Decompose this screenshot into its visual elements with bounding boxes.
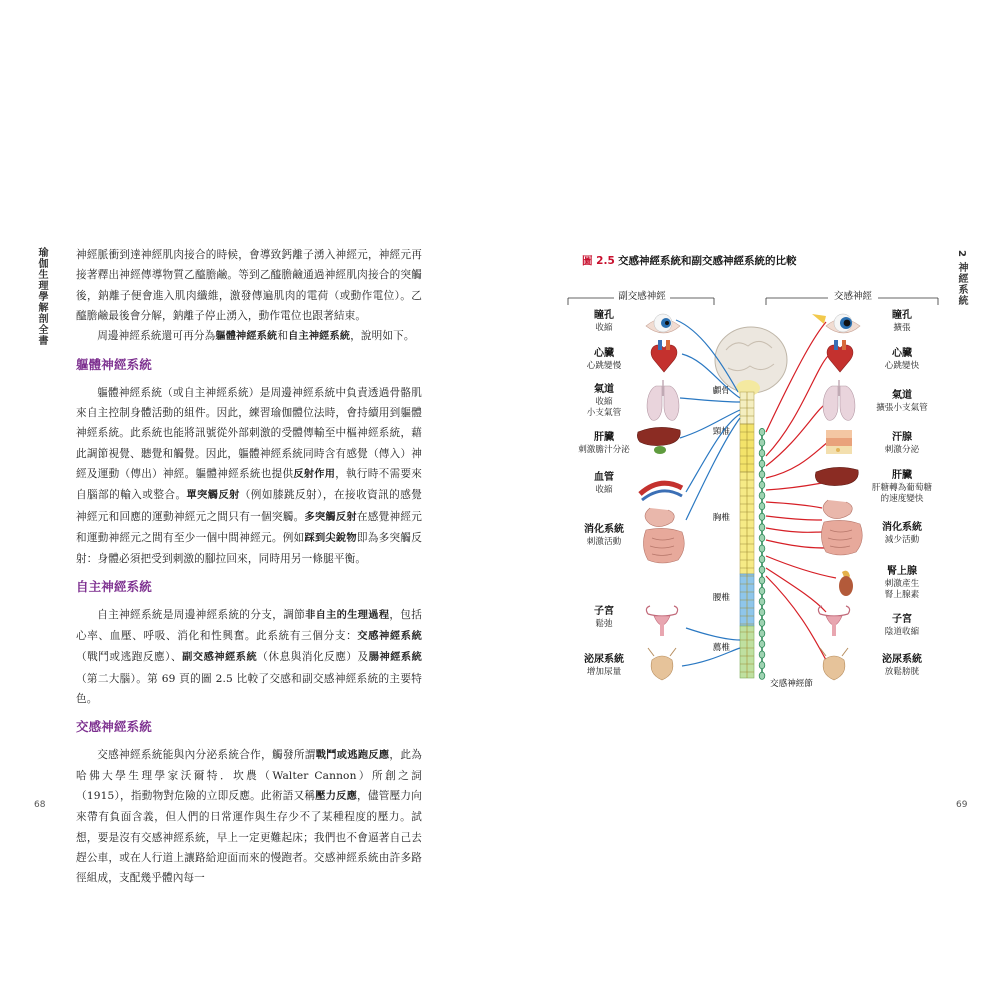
ganglion <box>759 640 765 647</box>
ganglion <box>759 630 765 637</box>
lungs-icon-left <box>647 380 679 420</box>
parasympathetic-organ-label: 瞳孔 <box>594 310 614 321</box>
ganglion <box>759 545 765 552</box>
ganglion <box>759 439 765 446</box>
ganglion <box>759 503 765 510</box>
sympathetic-effect-label: 腎上腺素 <box>884 590 920 600</box>
figure-title: 交感神經系統和副交感神經系統的比較 <box>618 255 797 267</box>
ganglion <box>759 651 765 658</box>
sympathetic-effect-label: 擴張 <box>893 323 911 333</box>
label-sacral: 薦椎 <box>712 643 730 653</box>
heart-icon-left <box>651 340 677 372</box>
bold-term: 交感神經系統 <box>357 631 422 643</box>
sympathetic-effect-label: 刺激分泌 <box>884 445 920 455</box>
paragraph: 交感神經系統能與內分泌系統合作，觸發所謂戰鬥或逃跑反應，此為哈佛大學生理學家沃爾特．坎農（Walter Cannon）所創之詞（1915），指動物對危險的立即反應。此術語又稱壓力反應，儘管壓力向來帶有負面含義，但人們的日常運作與生存少不了某種程度的壓力。試想，要是沒有交感神經系統，早上一定更難起床；我們也不會逼著自己去趕公車，或在人行道上讓路給迎面而來的慢跑者。交感神經系統由許多路徑組成，支配幾乎體內每一 <box>76 748 423 885</box>
sympathetic-organ-label: 瞳孔 <box>892 310 912 321</box>
sympathetic-organ-label: 肝臟 <box>892 470 912 481</box>
ganglion <box>759 524 765 531</box>
sympathetic-effect-label: 放鬆膀胱 <box>884 667 920 677</box>
ganglion <box>759 672 765 679</box>
heart-icon-right <box>827 340 853 372</box>
chapter-tab: 2 神經系統 <box>956 250 967 307</box>
label-cranial: 顱骨 <box>712 386 730 396</box>
sympathetic-organ-label: 汗腺 <box>892 432 912 443</box>
page-number-left: 68 <box>34 800 46 810</box>
bold-term: 多突觸反射 <box>304 511 357 523</box>
sympathetic-effect-label: 減少活動 <box>884 535 920 545</box>
label-cervical: 頸椎 <box>712 427 730 437</box>
label-sympathetic-ganglion: 交感神經節 <box>770 679 813 689</box>
sympathetic-organ-label: 心臟 <box>892 348 912 359</box>
header-parasympathetic: 副交感神經 <box>618 291 666 302</box>
bold-term: 腸神經系統 <box>368 652 423 664</box>
bold-term: 反射作用 <box>293 468 336 480</box>
parasympathetic-effect-label: 心跳變慢 <box>586 361 622 371</box>
bold-term: 單突觸反射 <box>186 490 240 502</box>
ganglion <box>759 492 765 499</box>
ganglion <box>759 556 765 563</box>
blood-vessel-icon-left <box>640 483 682 500</box>
paragraph: 自主神經系統是周邊神經系統的分支，調節非自主的生理過程，包括心率、血壓、呼吸、消化和性興奮。此系統有三個分支：交感神經系統（戰鬥或逃跑反應）、副交感神經系統（休息與消化反應）及腸神經系統（第二大腦）。第 69 頁的圖 2.5 比較了交感和副交感神經系統的主要特色。 <box>76 608 423 705</box>
ganglion <box>759 587 765 594</box>
section-heading: 自主神經系統 <box>76 579 152 595</box>
bold-term: 軀體神經系統 <box>215 331 278 343</box>
ganglion <box>759 598 765 605</box>
bold-term: 戰鬥或逃跑反應 <box>315 749 390 761</box>
parasympathetic-effect-label: 收縮 <box>595 397 613 407</box>
ganglion <box>759 619 765 626</box>
ganglion <box>759 577 765 584</box>
sympathetic-effect-label: 的速度變快 <box>880 494 924 504</box>
parasympathetic-effect-label: 小支氣管 <box>586 408 622 418</box>
bold-term: 自主神經系統 <box>288 331 351 343</box>
bladder-icon-right <box>820 648 848 680</box>
adrenal-gland-icon-right <box>839 571 853 596</box>
ganglion <box>759 662 765 669</box>
sympathetic-organ-label: 泌尿系統 <box>882 654 922 665</box>
parasympathetic-organ-label: 血管 <box>594 472 614 483</box>
section-heading: 軀體神經系統 <box>76 357 152 373</box>
figure-number: 圖 2.5 <box>582 255 615 267</box>
ganglion <box>759 428 765 435</box>
digestive-icon-right <box>821 500 862 555</box>
bold-term: 非自主的生理過程 <box>305 609 390 621</box>
ganglion <box>759 460 765 467</box>
parasympathetic-organ-label: 消化系統 <box>584 524 624 535</box>
parasympathetic-organ-label: 心臟 <box>594 348 614 359</box>
parasympathetic-effect-label: 增加尿量 <box>586 667 622 677</box>
ganglion <box>759 481 765 488</box>
parasympathetic-organ-label: 氣道 <box>594 384 614 395</box>
sympathetic-organ-label: 氣道 <box>892 390 912 401</box>
parasympathetic-effect-label: 收縮 <box>595 323 613 333</box>
ganglion <box>759 566 765 573</box>
parasympathetic-effect-label: 鬆弛 <box>595 619 613 629</box>
page-number-right: 69 <box>956 800 968 810</box>
parasympathetic-organ-label: 肝臟 <box>594 432 614 443</box>
liver-icon-right <box>815 467 858 485</box>
sympathetic-effect-label: 心跳變快 <box>884 361 920 371</box>
ganglion <box>759 609 765 616</box>
paragraph: 神經脈衝到達神經肌肉接合的時候，會導致鈣離子湧入神經元，神經元再接著釋出神經傳導物質乙醯膽鹼。等到乙醯膽鹼通過神經肌肉接合的突觸後，鈉離子便會進入肌肉纖維，激發傳遍肌肉的電荷（或動作電位）。乙醯膽鹼最後會分解，鈉離子停止湧入，動作電位也跟著結束。 <box>76 249 422 322</box>
header-sympathetic: 交感神經 <box>833 291 873 302</box>
bladder-icon-left <box>648 648 676 680</box>
section-heading: 交感神經系統 <box>76 719 152 735</box>
running-title: 瑜伽生理學解剖全書 <box>36 247 47 346</box>
sympathetic-organ-label: 腎上腺 <box>887 566 917 577</box>
ganglion <box>759 450 765 457</box>
digestive-icon-left <box>643 508 684 563</box>
parasympathetic-organ-label: 泌尿系統 <box>584 654 624 665</box>
sympathetic-organ-label: 消化系統 <box>882 522 922 533</box>
bold-term: 壓力反應 <box>315 791 358 803</box>
sympathetic-effect-label: 陰道收縮 <box>884 627 920 637</box>
sweat-gland-icon-right <box>826 430 852 454</box>
parasympathetic-effect-label: 收縮 <box>595 485 613 495</box>
ganglion <box>759 534 765 541</box>
spinal-cord <box>740 392 754 678</box>
uterus-icon-right <box>818 606 849 636</box>
sympathetic-organ-label: 子宮 <box>892 614 912 625</box>
bold-term: 踩到尖銳物 <box>304 532 357 544</box>
parasympathetic-organ-label: 子宮 <box>594 606 614 617</box>
ganglion <box>759 471 765 478</box>
lungs-icon-right <box>823 380 855 420</box>
sympathetic-effect-label: 肝糖轉為葡萄糖 <box>871 483 933 493</box>
paragraph: 軀體神經系統（或自主神經系統）是周邊神經系統中負責透過骨骼肌來自主控制身體活動的組件。因此，練習瑜伽體位法時，會持續用到軀體神經系統。此系統也能將訊號從外部刺激的受體傳輸至中樞神經系統，藉此調節視覺、聽覺和觸覺。因此，軀體神經系統同時含有感覺（傳入）神經及運動（傳出）神經。軀體神經系統也提供反射作用，執行時不需要來自腦部的輸入或整合。單突觸反射（例如膝跳反射），在接收資訊的感覺神經元和回應的運動神經元之間只有一個突觸。多突觸反射在感覺神經元和運動神經元之間有至少一個中間神經元。例如踩到尖銳物即為多突觸反射：身體必須把受到刺激的腳拉回來，同時用另一條腿平衡。 <box>76 386 423 566</box>
label-thoracic: 胸椎 <box>712 513 730 523</box>
parasympathetic-effect-label: 刺激活動 <box>586 537 622 547</box>
sympathetic-effect-label: 刺激產生 <box>884 579 920 589</box>
liver-icon-left <box>637 427 680 454</box>
bold-term: 副交感神經系統 <box>182 652 258 664</box>
label-lumbar: 腰椎 <box>712 593 730 603</box>
ganglion <box>759 513 765 520</box>
paragraph: 周邊神經系統還可再分為軀體神經系統和自主神經系統，說明如下。 <box>97 330 415 343</box>
eye-icon-left <box>646 314 680 333</box>
uterus-icon-left <box>646 606 677 636</box>
parasympathetic-effect-label: 刺激膽汁分泌 <box>578 445 630 455</box>
sympathetic-effect-label: 擴張小支氣管 <box>876 403 928 413</box>
